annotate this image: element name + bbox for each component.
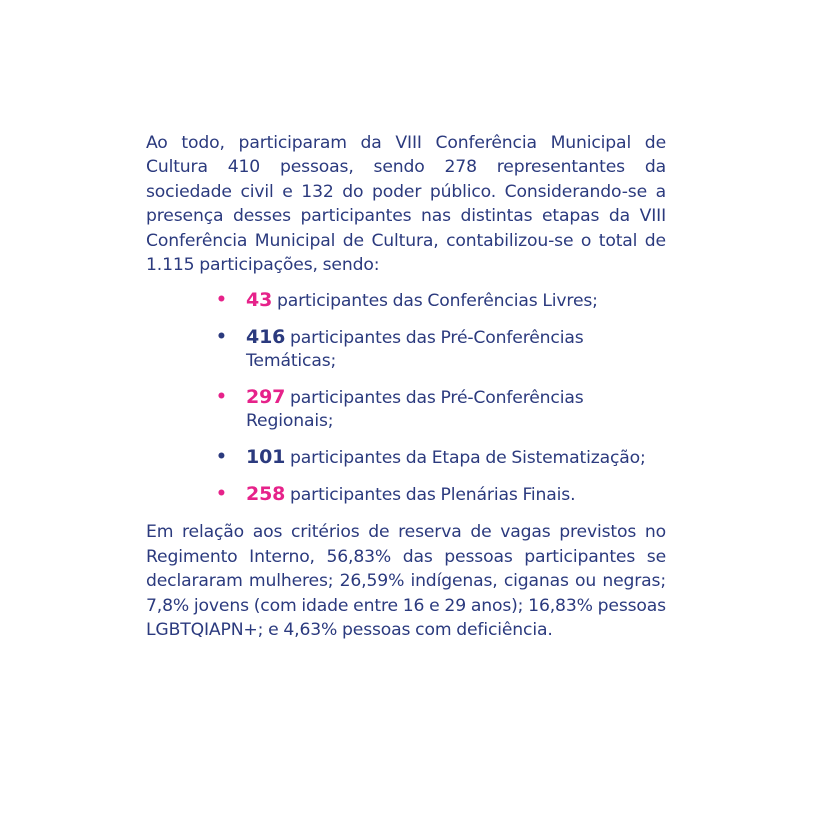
list-item xyxy=(216,483,656,507)
participant-count: 258 xyxy=(246,483,286,506)
bullet-icon: • xyxy=(216,327,227,348)
participant-count: 297 xyxy=(246,386,286,409)
participant-count: 101 xyxy=(246,446,286,469)
list-item-text: participantes da Etapa de Sistematização; xyxy=(285,448,646,469)
participant-count: 416 xyxy=(246,326,286,349)
list-item xyxy=(216,386,656,433)
intro-paragraph: Ao todo, participaram da VIII Conferência Municipal de Cultura 410 pessoas, sendo 278 representantes da sociedade civil e 132 do poder público. Considerando-se a presença desses participantes nas distintas etapas da VIII Conferência Municipal de Cultura, contabilizou-se o total de 1.115 participações, sendo: xyxy=(146,133,666,276)
document-page xyxy=(146,131,666,642)
bullet-icon: • xyxy=(216,290,227,311)
bullet-icon: • xyxy=(216,484,227,505)
bullet-icon: • xyxy=(216,387,227,408)
list-item xyxy=(216,289,656,313)
participation-list xyxy=(146,289,656,507)
bullet-icon: • xyxy=(216,447,227,468)
list-item-text: participantes das Pré-Conferências Temáticas; xyxy=(246,328,584,372)
list-item xyxy=(216,446,656,470)
list-item-text: participantes das Pré-Conferências Regionais; xyxy=(246,388,584,432)
list-item-text: participantes das Conferências Livres; xyxy=(272,291,598,312)
participant-count: 43 xyxy=(246,289,273,312)
closing-paragraph: Em relação aos critérios de reserva de vagas previstos no Regimento Interno, 56,83% das pessoas participantes se declararam mulheres; 26,59% indígenas, ciganas ou negras; 7,8% jovens (com idade entre 16 e 29 anos); 16,83% pessoas LGBTQIAPN+; e 4,63% pessoas com deficiência. xyxy=(146,522,666,641)
list-item-text: participantes das Plenárias Finais. xyxy=(285,485,576,506)
list-item xyxy=(216,326,656,373)
